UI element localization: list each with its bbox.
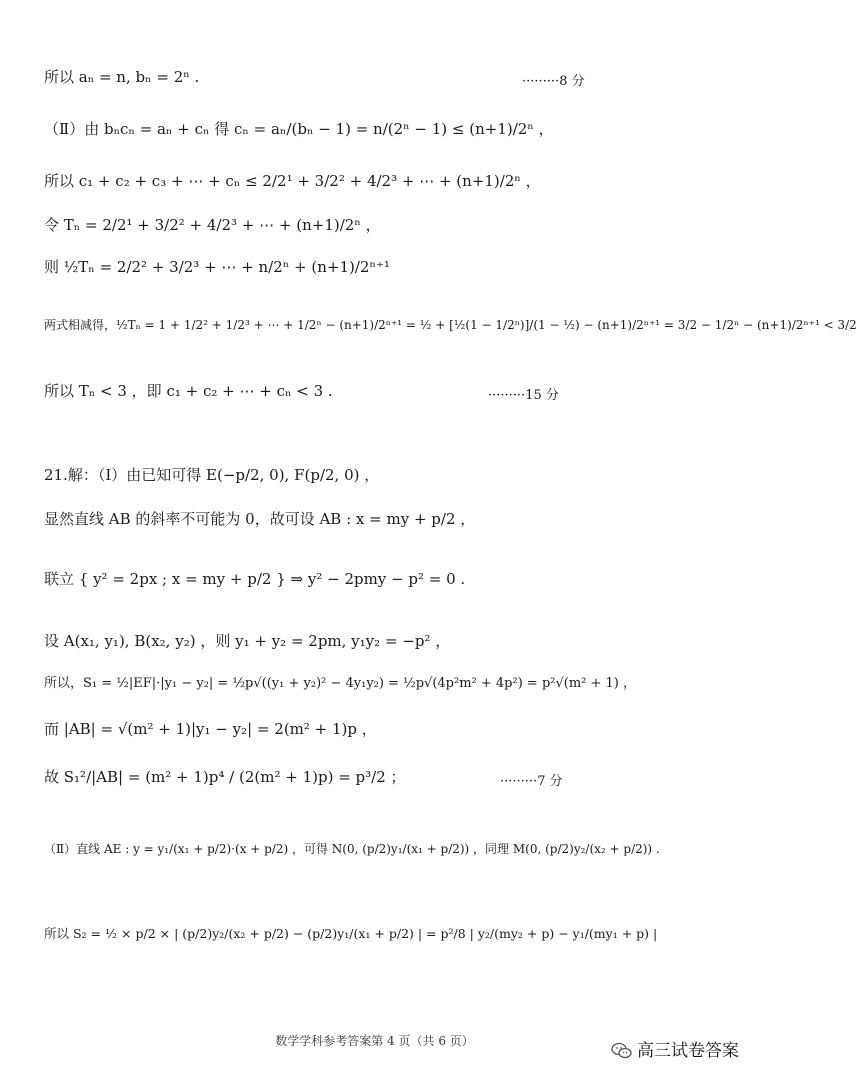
line-7: 所以 Tₙ < 3 ，即 c₁ + c₂ + ⋯ + cₙ < 3 . [44,382,333,400]
wechat-icon [611,1042,633,1060]
score-marker-1: ·········8 分 [522,74,585,89]
line-13: 而 |AB| = √(m² + 1)|y₁ − y₂| = 2(m² + 1)p ， [44,720,377,738]
watermark-text: 高三试卷答案 [637,1041,739,1061]
line-11: 设 A(x₁, y₁), B(x₂, y₂) ，则 y₁ + y₂ = 2pm, y₁y₂ = −p² ， [44,632,451,650]
score-marker-3: ·········7 分 [500,774,563,789]
watermark [611,1036,739,1061]
line-3: 所以 c₁ + c₂ + c₃ + ⋯ + cₙ ≤ 2/2¹ + 3/2² + 4/2³ + ⋯ + (n+1)/2ⁿ ， [44,172,541,190]
line-8: 21.解：（Ⅰ）由已知可得 E(−p/2, 0), F(p/2, 0) ， [44,466,380,484]
line-9: 显然直线 AB 的斜率不可能为 0，故可设 AB : x = my + p/2 ， [44,510,476,528]
page-footer: 数学学科参考答案第 4 页（共 6 页） [275,1034,474,1048]
line-2: （Ⅱ）由 bₙcₙ = aₙ + cₙ 得 cₙ = aₙ/(bₙ − 1) = n/(2ⁿ − 1) ≤ (n+1)/2ⁿ ， [44,120,554,138]
line-10: 联立 { y² = 2px ; x = my + p/2 } ⇒ y² − 2pmy − p² = 0 . [44,570,466,588]
line-14: 故 S₁²/|AB| = (m² + 1)p⁴ / (2(m² + 1)p) = p³/2 ； [44,768,406,786]
line-15: （Ⅱ）直线 AE : y = y₁/(x₁ + p/2)·(x + p/2) ，可得 N(0, (p/2)y₁/(x₁ + p/2)) ，同理 M(0, (p/2)y₂/(x₂ + p/2)) . [44,842,660,856]
line-6: 两式相减得，½Tₙ = 1 + 1/2² + 1/2³ + ⋯ + 1/2ⁿ − (n+1)/2ⁿ⁺¹ = ½ + [½(1 − 1/2ⁿ)]/(1 − ½) − (n+1)/2ⁿ⁺¹ = 3/2 − 1/2ⁿ − (n+1)/2ⁿ⁺¹ < 3/2 [44,318,857,332]
line-1: 所以 aₙ = n, bₙ = 2ⁿ . [44,68,200,86]
line-16: 所以 S₂ = ½ × p/2 × | (p/2)y₂/(x₂ + p/2) − (p/2)y₁/(x₁ + p/2) | = p²/8 | y₂/(my₂ + p) − y₁/(my₁ + p) | [44,926,658,941]
score-marker-2: ·········15 分 [488,388,559,403]
line-12: 所以，S₁ = ½|EF|·|y₁ − y₂| = ½p√((y₁ + y₂)² − 4y₁y₂) = ½p√(4p²m² + 4p²) = p²√(m² + 1) ， [44,676,637,691]
line-4: 令 Tₙ = 2/2¹ + 3/2² + 4/2³ + ⋯ + (n+1)/2ⁿ ， [44,216,381,234]
line-5: 则 ½Tₙ = 2/2² + 3/2³ + ⋯ + n/2ⁿ + (n+1)/2ⁿ⁺¹ [44,258,390,276]
